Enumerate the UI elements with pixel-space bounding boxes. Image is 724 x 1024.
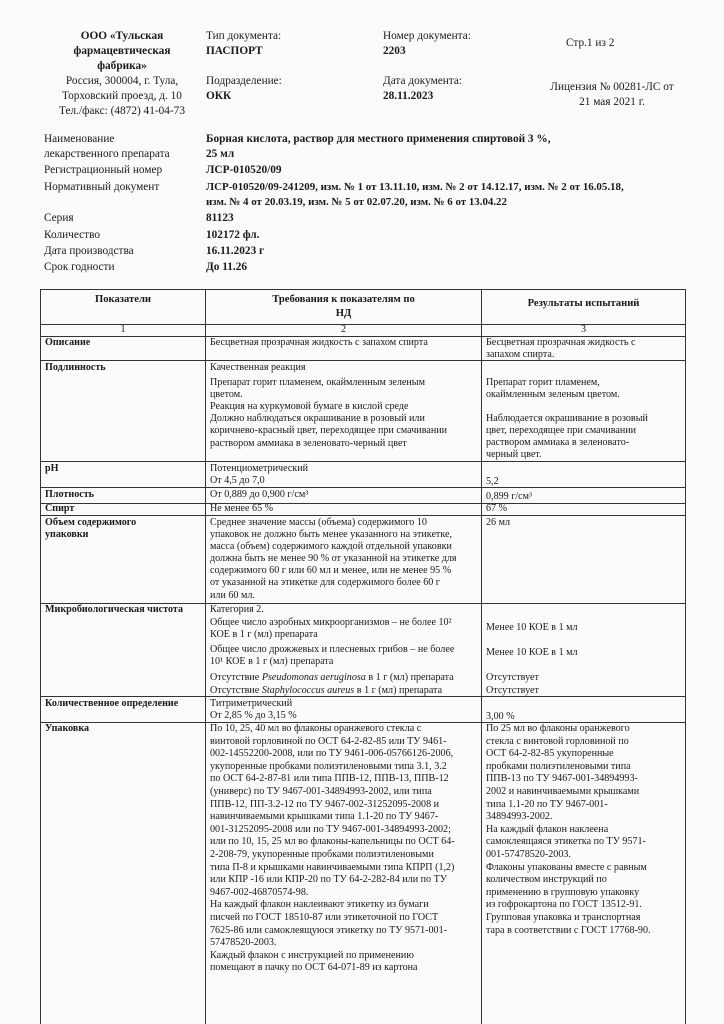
company-name: ООО «Тульская фармацевтическая фабрика» — [73, 30, 171, 72]
drug-name-label: Наименование лекарственного препарата — [44, 133, 170, 160]
row-micro-res-3: Отсутствует — [486, 672, 539, 683]
row-volume-req: Среднее значение массы (объема) содержимого 10 упаковок не должно быть менее указанного на этикетке, масса (объем) содержимого каждой отдельной упаковки должна быть не менее 90 % от указанной на этикетке для содержимого 60 г или 60 мл и менее, или не менее 95 % от указанной на этикетке для содержимого более 60 г или 60 мл. — [210, 517, 457, 601]
norm-doc-label: Нормативный документ — [44, 181, 160, 193]
row-micro-res-2: Менее 10 КОЕ в 1 мл — [486, 647, 578, 658]
col-header-results: Результаты испытаний — [527, 298, 640, 309]
row-density-name: Плотность — [45, 489, 95, 500]
row-micro-res-4: Отсутствует — [486, 685, 539, 696]
doc-number-value: 2203 — [383, 45, 406, 57]
drug-name-value: Борная кислота, раствор для местного применения спиртовой 3 %, 25 мл — [206, 133, 551, 160]
row-description-req: Бесцветная прозрачная жидкость с запахом спирта — [210, 337, 428, 348]
row-volume-name: Объем содержимого упаковки — [45, 517, 137, 541]
series-label: Серия — [44, 212, 74, 224]
reg-number-value: ЛСР-010520/09 — [206, 164, 282, 176]
dept-value: ОКК — [206, 90, 232, 102]
row-micro-req: Категория 2. Общее число аэробных микроорганизмов – не более 10² КОЕ в 1 г (мл) препарата Общее число дрожжевых и плесневых грибов – не более 10¹ КОЕ в 1 г (мл) препарата Отсутствие Pseudomonas aeruginosa в 1 г (мл) препарата Отсутствие Staphylococcus aureus в 1 г (мл) препарата — [210, 604, 455, 696]
row-ph-res: 5,2 — [486, 476, 499, 487]
dept-label: Подразделение: — [206, 75, 282, 87]
row-quant-name: Количественное определение — [45, 698, 179, 709]
row-package-name: Упаковка — [45, 723, 90, 734]
col-header-indicators: Показатели — [94, 294, 151, 305]
license: Лицензия № 00281-ЛС от 21 мая 2021 г. — [550, 81, 674, 108]
expiry-value: До 11.26 — [206, 261, 248, 273]
row-ph-req: Потенциометрический От 4,5 до 7,0 — [210, 463, 309, 487]
doc-type-value: ПАСПОРТ — [206, 45, 263, 57]
row-package-req: По 10, 25, 40 мл во флаконы оранжевого стекла с винтовой горловиной по ОСТ 64-2-82-85 или ТУ 9461- 002-14552200-2008, или по ТУ 9461-006-05766126-2006, укупоренные пробками полиэтиленовыми типа 3.1, 3.2 по ОСТ 64-2-87-81 или типа ППВ-12, ППВ-13, ППВ-12 (универс) по ТУ 9467-001-34894993-2002, или типа ППВ-12, ПП-3.2-12 по ТУ 9467-002-31252095-2008 и навинчиваемыми крышками типа 1.1-20 по ТУ 9467- 001-31252095-2008 или по ТУ 9467-001-34894993-2002; или по 10, 15, 25 мл во флаконы-капельницы по ОСТ 64- 2-208-79, укупоренные пробками полиэтиленовыми типа П-8 и крышками навинчиваемыми типа КПРП (1,2) или КПР -16 или КПР-20 по ТУ 64-2-282-84 или по ТУ 9467-002-46870574-98. На каждый флакон наклеивают этикетку из бумаги писчей по ГОСТ 18510-87 или этикеточной по ГОСТ 7625-86 или самоклеящуюся этикетку по ТУ 9571-001- 57478520-2003. Каждый флакон с инструкцией по применению помещают в пачку по ОСТ 64-071-89 из картона — [210, 723, 455, 974]
row-authenticity-name: Подлинность — [45, 362, 106, 373]
doc-date-value: 28.11.2023 — [383, 90, 434, 102]
quantity-value: 102172 фл. — [206, 229, 260, 241]
col-number: 3 — [580, 324, 587, 335]
row-alcohol-req: Не менее 65 % — [210, 503, 274, 514]
norm-doc-value: ЛСР-010520/09-241209, изм. № 1 от 13.11.10, изм. № 2 от 14.12.17, изм. № 2 от 16.05.18, изм. № 4 от 20.03.19, изм. № 5 от 02.07.20, изм. № 6 от 13.04.22 — [206, 181, 624, 208]
production-date-value: 16.11.2023 г — [206, 245, 265, 257]
row-volume-res: 26 мл — [486, 517, 511, 528]
row-authenticity-res: Препарат горит пламенем, окаймленным зеленым цветом. Наблюдается окрашивание в розовый цвет, переходящее при смачивании раствором аммиака в зеленовато- черный цвет. — [486, 377, 648, 461]
doc-date-label: Дата документа: — [383, 75, 463, 87]
quantity-label: Количество — [44, 229, 100, 241]
row-description-name: Описание — [45, 337, 91, 348]
page-number: Стр.1 из 2 — [566, 37, 615, 49]
col-number: 2 — [340, 324, 347, 335]
doc-type-label: Тип документа: — [206, 30, 282, 42]
row-micro-name: Микробиологическая чистота — [45, 604, 184, 615]
company-address: Россия, 300004, г. Тула, Торховский проезд, д. 10 Тел./факс: (4872) 41-04-73 — [59, 75, 185, 117]
col-header-requirements: Требования к показателям по НД — [272, 294, 415, 319]
row-package-res: По 25 мл во флаконы оранжевого стекла с винтовой горловиной по ОСТ 64-2-82-85 укупоренные пробками полиэтиленовыми типа ППВ-13 по ТУ 9467-001-34894993- 2002 и навинчиваемыми крышками типа 1.1-20 по ТУ 9467-001- 34894993-2002. На каждый флакон наклеена самоклеящаяся этикетка по ТУ 9571- 001-57478520-2003. Флаконы упакованы вместе с равным количеством инструкций по применению в групповую упаковку из гофрокартона по ГОСТ 13512-91. Групповая упаковка и транспортная тара в соответствии с ГОСТ 17768-90. — [486, 723, 651, 936]
expiry-label: Срок годности — [44, 261, 115, 273]
row-density-res: 0,899 г/см³ — [486, 491, 533, 502]
production-date-label: Дата производства — [44, 245, 134, 257]
row-density-req: От 0,889 до 0,900 г/см³ — [210, 489, 309, 500]
row-ph-name: pH — [45, 463, 59, 474]
row-authenticity-req: Качественная реакция Препарат горит пламенем, окаймленным зеленым цветом. Реакция на куркумовой бумаге в кислой среде Должно наблюдаться окрашивание в розовый или коричнево-красный цвет, переходящее при смачивании раствором аммиака в зеленовато-черный цвет — [210, 362, 448, 449]
series-value: 81123 — [206, 212, 234, 224]
row-description-res: Бесцветная прозрачная жидкость с запахом спирта. — [486, 337, 636, 361]
col-number: 1 — [120, 324, 126, 335]
row-micro-res-1: Менее 10 КОЕ в 1 мл — [486, 622, 578, 633]
reg-number-label: Регистрационный номер — [44, 164, 163, 176]
doc-number-label: Номер документа: — [383, 30, 471, 42]
row-alcohol-name: Спирт — [45, 503, 75, 514]
row-quant-res: 3,00 % — [486, 711, 515, 722]
row-quant-req: Титриметрический От 2,85 % до 3,15 % — [210, 698, 297, 722]
row-alcohol-res: 67 % — [486, 503, 508, 514]
